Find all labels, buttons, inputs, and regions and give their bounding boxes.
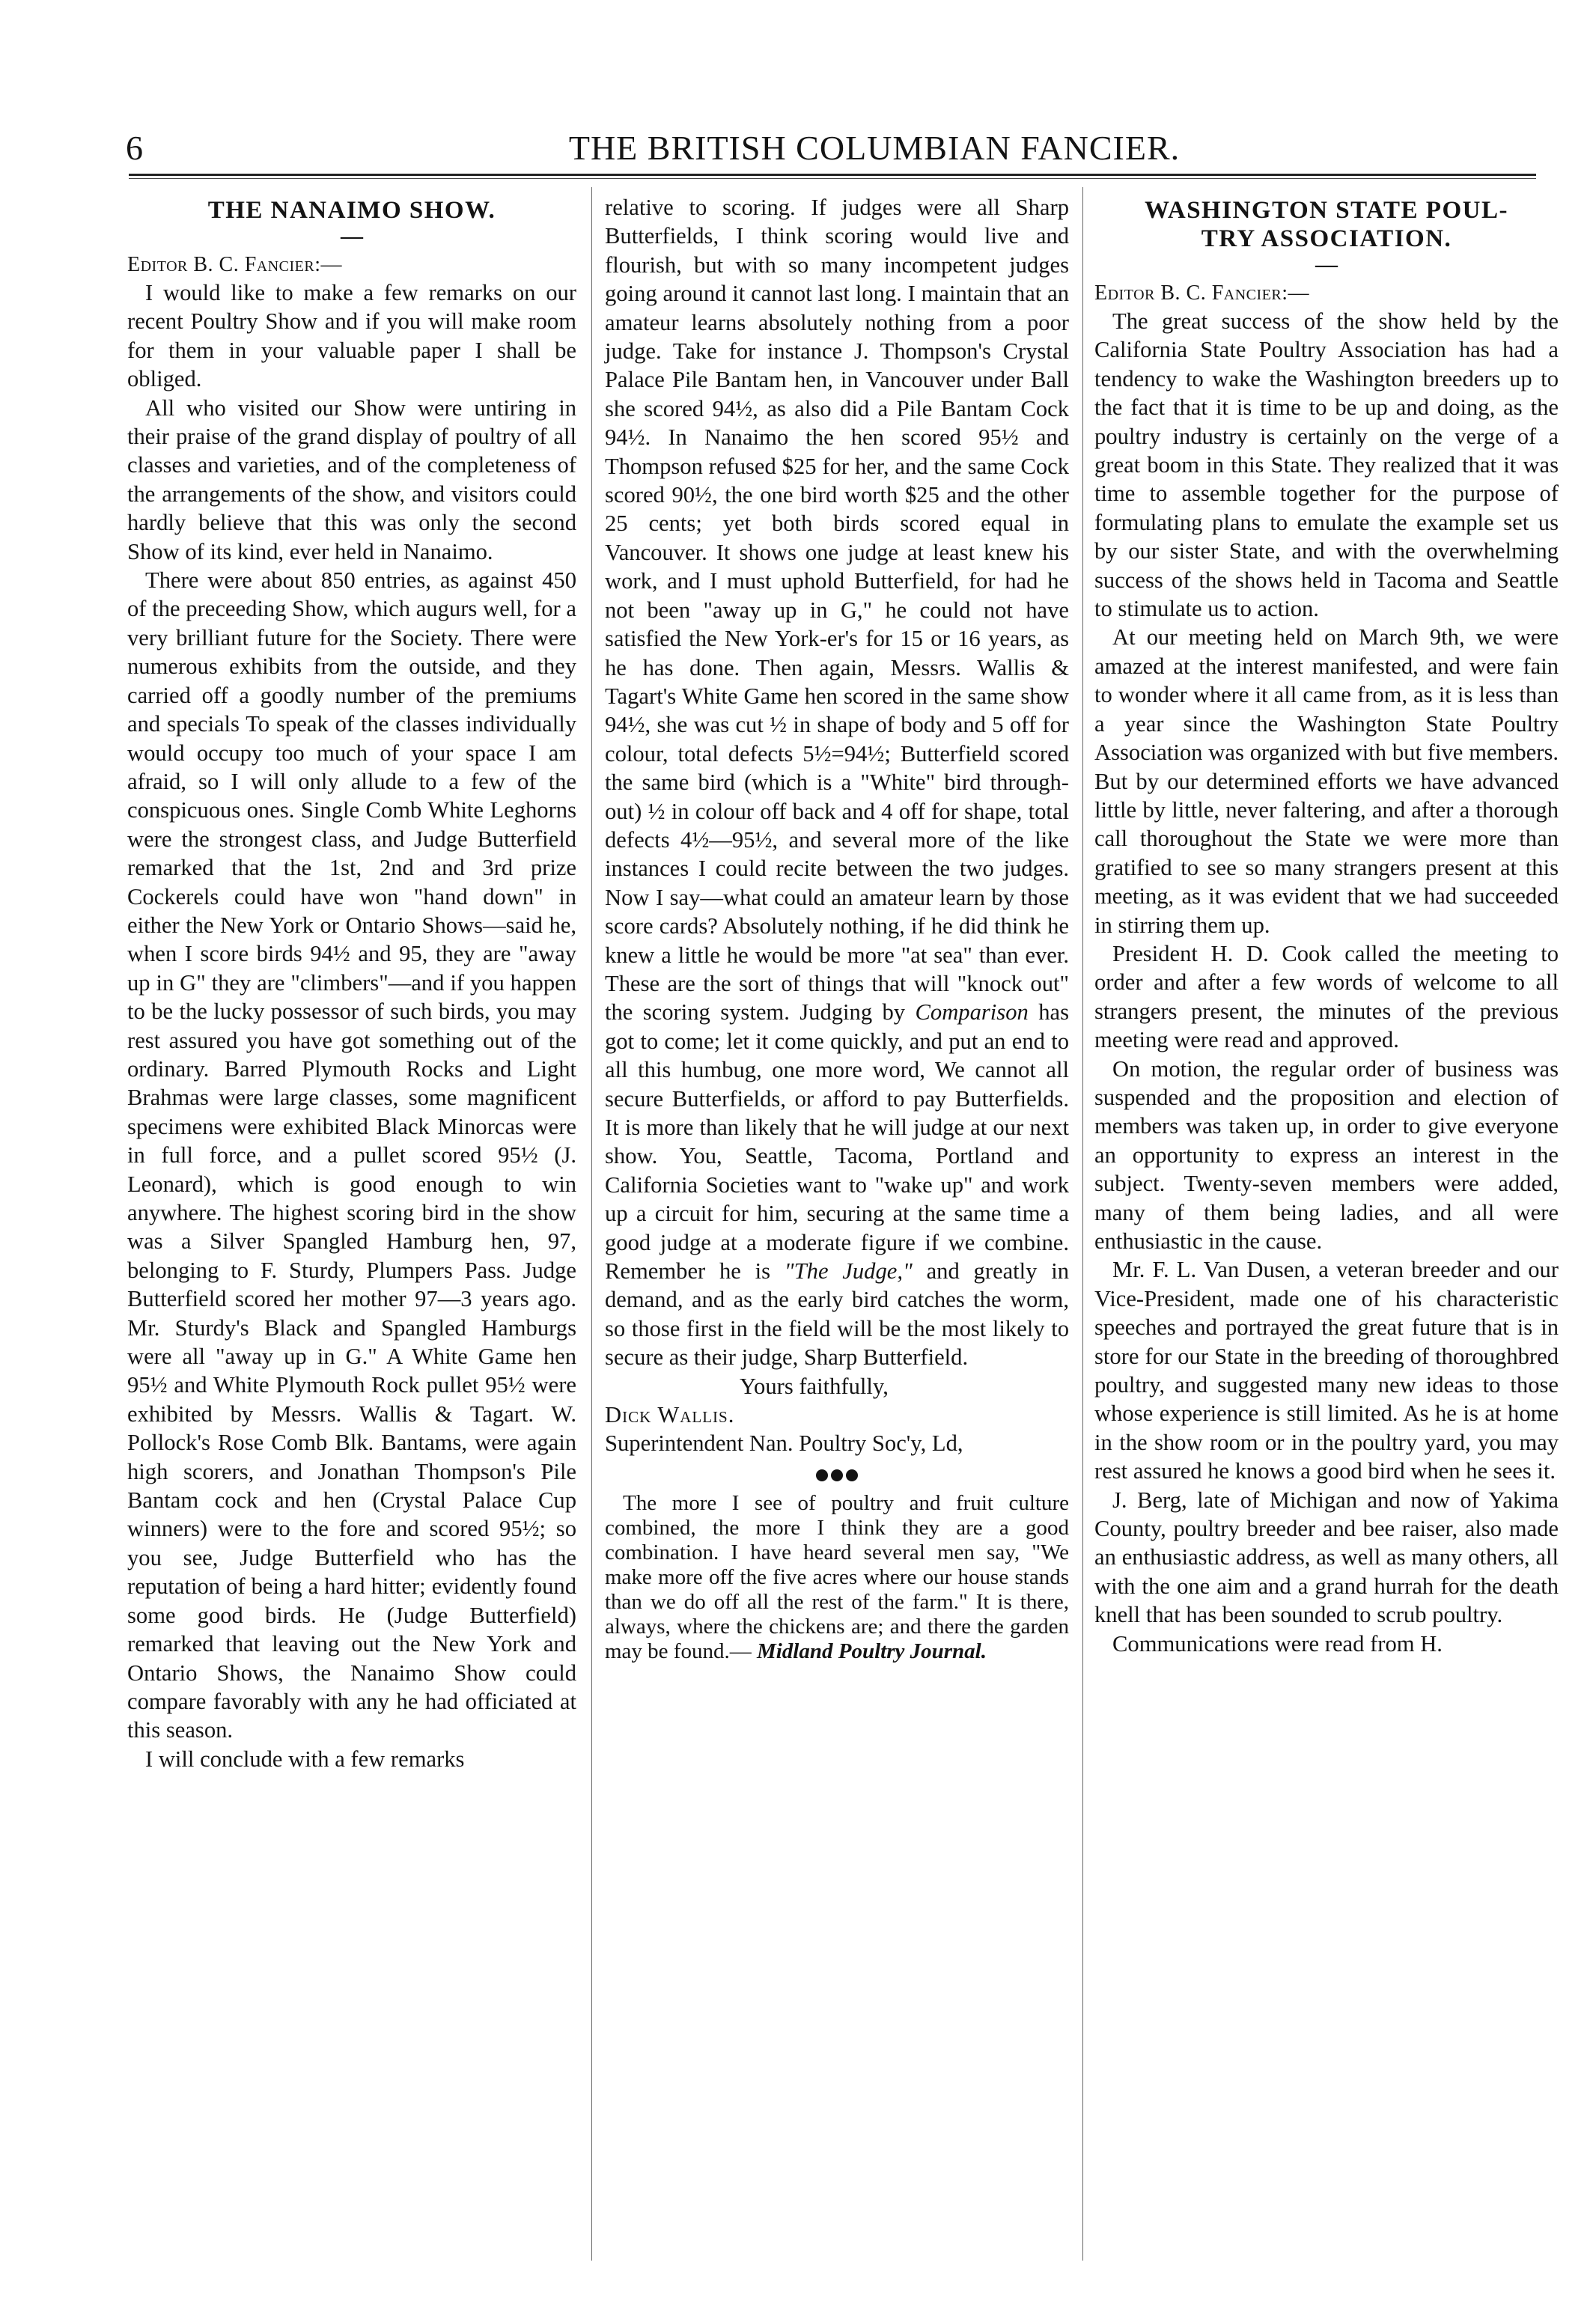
column-1 (127, 193, 576, 1773)
article-paragraph: Communications were read from H. (1112, 1630, 1443, 1657)
article-paragraph: President H. D. Cook called the meeting to order and after a few words of welcome to all strangers present, the minutes of the previous meeting were read and approved. (1094, 940, 1559, 1053)
header-rule-thin (129, 178, 1536, 179)
continued-paragraph (605, 193, 1069, 1372)
journal-title: THE BRITISH COLUMBIAN FANCIER. (568, 129, 1181, 167)
article-title-nanaimo: THE NANAIMO SHOW. (207, 197, 496, 224)
note-text: The more I see of poultry and fruit culture combined, the more I think they are a good combination. I have heard several men say, "We make more off the five acres where our house stands than we do off all the rest of the farm." It is there, always, where the chickens are; and there the garden may be found.— (605, 1490, 1069, 1663)
signature: Dick Wallis. (605, 1402, 735, 1428)
article-paragraph: On motion, the regular order of business was suspended and the proposition and election of members was taken up, in order to give everyone an opportunity to express an interest in the subject. Twenty-seven members were added, many of them being ladies, and all were enthusiastic in the cause. (1094, 1055, 1559, 1254)
column-2 (605, 193, 1069, 1664)
salutation: Editor B. C. Fancier:— (127, 253, 342, 276)
article-paragraph: At our meeting held on March 9th, we were amazed at the interest manifested, and were fain to wonder where it all came from, as it is less than a year since the Washington State Poultry Association was organized with but five members. But by our determined efforts we have advanced little by little, never faltering, and after a thorough call thoroughout the State we were more than gratified to see so many strangers present at this meeting, as it was evident that we had succeeded in stirring them up. (1094, 624, 1559, 938)
article-title-washington-line2: TRY ASSOCIATION. (1201, 225, 1452, 252)
article-paragraph: All who visited our Show were untiring in their praise of the grand display of poultry of all classes and varieties, and of the completeness of the arrangements of the show, and visitors could hardly believe that this was only the second Show of its kind, ever held in Nanaimo. (127, 394, 576, 564)
article-title-washington-line1: WASHINGTON STATE POUL- (1145, 197, 1508, 224)
italic-term: Comparison (915, 999, 1029, 1025)
note-paragraph (605, 1491, 1069, 1664)
article-paragraph: J. Berg, late of Michigan and now of Yakima County, poultry breeder and bee raiser, also made an enthusiastic address, as well as many others, all with the one aim and a grand hurrah for the death knell that has been sounded to scrub poultry. (1094, 1487, 1559, 1628)
column-divider-2 (1082, 187, 1083, 2261)
article-paragraph: Mr. F. L. Van Dusen, a veteran breeder and our Vice-President, made one of his characteristic speeches and portrayed the great future that is in store for our State in the breeding of thoroughbred poultry, and suggested many new ideas to those whose experience is still limited. As he is at home in the show room or in the poultry yard, you may rest assured he knows a good bird when he sees it. (1094, 1257, 1559, 1484)
page-number: 6 (126, 129, 143, 167)
article-paragraph: I would like to make a few remarks on our recent Poultry Show and if you will make room for them in your valuable paper I shall be obliged. (127, 280, 576, 392)
signature-title: Superintendent Nan. Poultry Soc'y, Ld, (605, 1430, 963, 1457)
title-separator: — (341, 224, 363, 249)
article-paragraph: The great success of the show held by the California State Poultry Association has had a tendency to wake the Washington breeders up to the fact that it is time to be up and doing, as the poultry industry is certainly on the verge of a great boom in this State. They realized that it was time to assemble together for the purpose of formulating plans to emulate the example set us by our sister State, and with the overwhelming success of the shows held in Tacoma and Seattle to stimulate us to action. (1094, 308, 1559, 622)
column-3 (1094, 193, 1559, 1658)
text-run: and greatly in demand, and as the early bird catches the worm, so those first in the field will be the most likely to secure as their judge, Sharp Butterfield. (605, 1258, 1070, 1371)
letter-closing: Yours faithfully, (740, 1373, 889, 1399)
reprint-note (605, 1491, 1069, 1664)
column-divider-1 (591, 187, 592, 2261)
three-dot-ornament (605, 1463, 1069, 1485)
text-run: has got to come; let it come quickly, and put an end to all this humbug, one more word, We cannot all secure Butterfields, or afford to pay Butterfields. It is more than likely that he will judge at our next show. You, Seattle, Tacoma, Portland and California Societies want to "wake up" and work up a circuit for him, securing at the same time a good judge at a moderate figure if we combine. Remember he is (605, 999, 1069, 1284)
salutation: Editor B. C. Fancier:— (1094, 281, 1309, 305)
article-paragraph: I will conclude with a few remarks (145, 1746, 465, 1772)
italic-term: "The Judge," (784, 1258, 913, 1284)
header-rule (129, 174, 1536, 176)
ornament-dots (814, 1466, 859, 1484)
running-head (126, 126, 1533, 174)
text-run: relative to scoring. If judges were all Sharp Butterfields, I think scoring would live and flourish, but with so many incompetent judges going around it cannot last long. I maintain that an amateur learns absolutely nothing from a poor judge. Take for instance J. Thompson's Crystal Palace Pile Bantam hen, in Vancouver under Ball she scored 94½, as also did a Pile Bantam Cock 94½. In Nanaimo the hen scored 95½ and Thompson refused $25 for her, and the same Cock scored 90½, the one bird worth $25 and the other 25 cents; yet both birds scored equal in Vancouver. It shows one judge at least knew his work, and I must uphold Butterfield, for had he not been "away up in G," he could not have satisfied the New York-er's for 15 or 16 years, as he has done. Then again, Messrs. Wallis & Tagart's White Game hen scored in the same show 94½, she was cut ½ in shape of body and 5 off for colour, total defects 5½=94½; Butterfield scored the same bird (which is a "White" bird through-out) ½ in colour off back and 4 off for shape, total defects 4½—95½, and several more of the like instances I could recite between the two judges. Now I say—what could an amateur learn by those score cards? Absolutely nothing, if he did think he knew a little he would be more "at sea" than ever. These are the sort of things that will "knock out" the scoring system. Judging by (605, 195, 1069, 1025)
title-separator: — (1315, 252, 1338, 277)
note-source: Midland Poultry Journal. (756, 1639, 987, 1663)
article-paragraph: There were about 850 entries, as against 450 of the preceeding Show, which augurs well, for a very brilliant future for the Society. There were numerous exhibits from the outside, and they carried off a goodly number of the premiums and specials To speak of the classes individually would occupy too much of your space I am afraid, so I will only allude to a few of the conspicuous ones. Single Comb White Leghorns were the strongest class, and Judge Butterfield remarked that the 1st, 2nd and 3rd prize Cockerels could have won "hand down" in either the New York or Ontario Shows—said he, when I score birds 94½ and 95, they are "away up in G" they are "climbers"—and if you happen to be the lucky possessor of such birds, you may rest assured you have got something out of the ordinary. Barred Plymouth Rocks and Light Brahmas were large classes, some magnificent specimens were exhibited Black Minorcas were in full force, and a pullet scored 95½ (J. Leonard), which is good enough to win anywhere. The highest scoring bird in the show was a Silver Spangled Hamburg hen, 97, belonging to F. Sturdy, Plumpers Pass. Judge Butterfield scored her mother 97—3 years ago. Mr. Sturdy's Black and Spangled Hamburgs were all "away up in G." A White Game hen 95½ and White Plymouth Rock pullet 95½ were exhibited by Messrs. Wallis & Tagart. W. Pollock's Rose Comb Blk. Bantams, were again high scorers, and Jonathan Thompson's Pile Bantam cock and hen (Crystal Palace Cup winners) were to the fore and scored 95½; so you see, Judge Butterfield who has the reputation of being a hard hitter; evidently found some good birds. He (Judge Butterfield) remarked that leaving out the New York and Ontario Shows, the Nanaimo Show could compare favorably with any he had officiated at this season. (127, 567, 576, 1743)
